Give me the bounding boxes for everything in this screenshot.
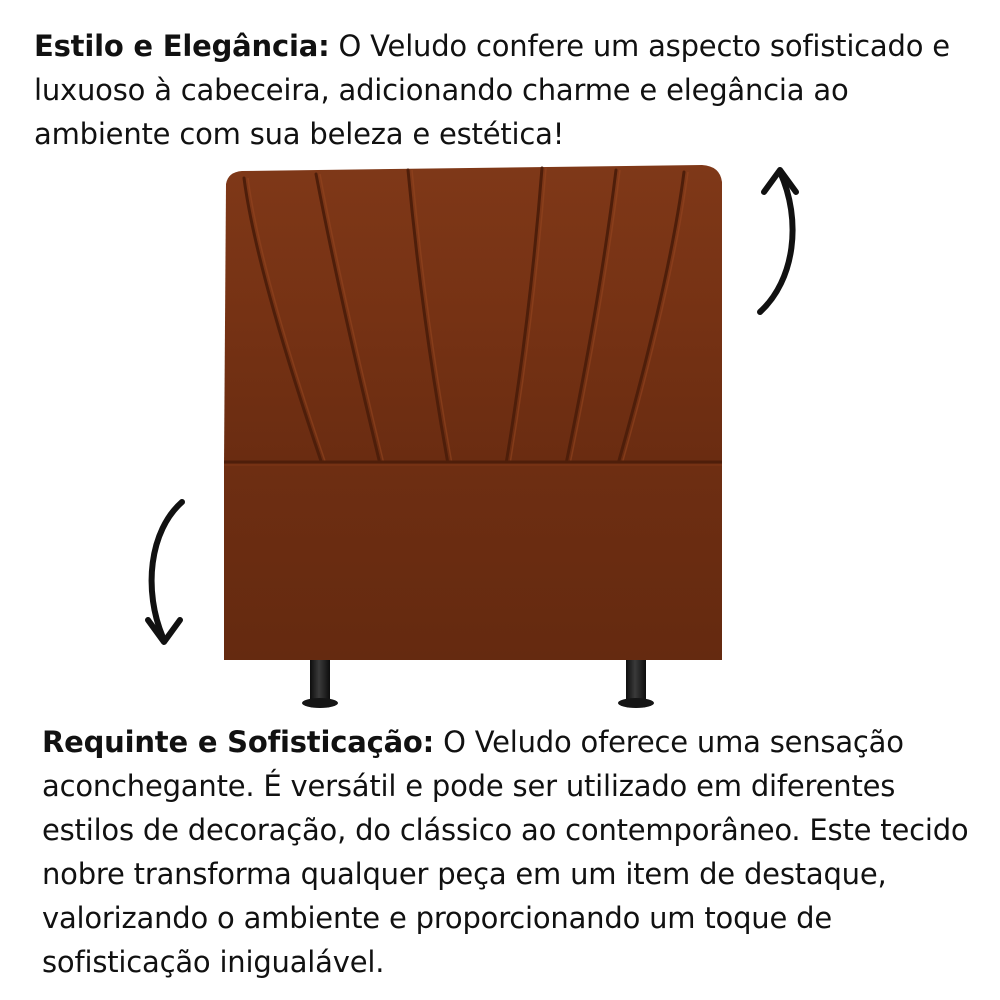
headboard-figure	[130, 150, 810, 720]
top-paragraph	[34, 24, 984, 156]
arrow-down-icon	[148, 502, 182, 642]
bottom-heading: Requinte e Sofisticação:	[42, 725, 435, 759]
headboard-upper-panel	[224, 165, 722, 464]
top-heading: Estilo e Elegância:	[34, 29, 330, 63]
bottom-paragraph	[42, 720, 982, 984]
headboard-image	[130, 150, 810, 720]
top-body: O Veludo confere um aspecto sofisticado e luxuoso à cabeceira, adicionando charme e elegância ao ambiente com sua beleza e estética!	[34, 29, 950, 151]
headboard-lower-panel	[224, 462, 722, 660]
arrow-up-icon	[760, 170, 796, 312]
bottom-body: O Veludo oferece uma sensação aconchegante. É versátil e pode ser utilizado em diferentes estilos de decoração, do clássico ao contemporâneo. Este tecido nobre transforma qualquer peça em um item de destaque, valorizando o ambiente e proporcionando um toque de sofisticação inigualável.	[42, 725, 969, 979]
headboard-legs	[302, 660, 654, 708]
